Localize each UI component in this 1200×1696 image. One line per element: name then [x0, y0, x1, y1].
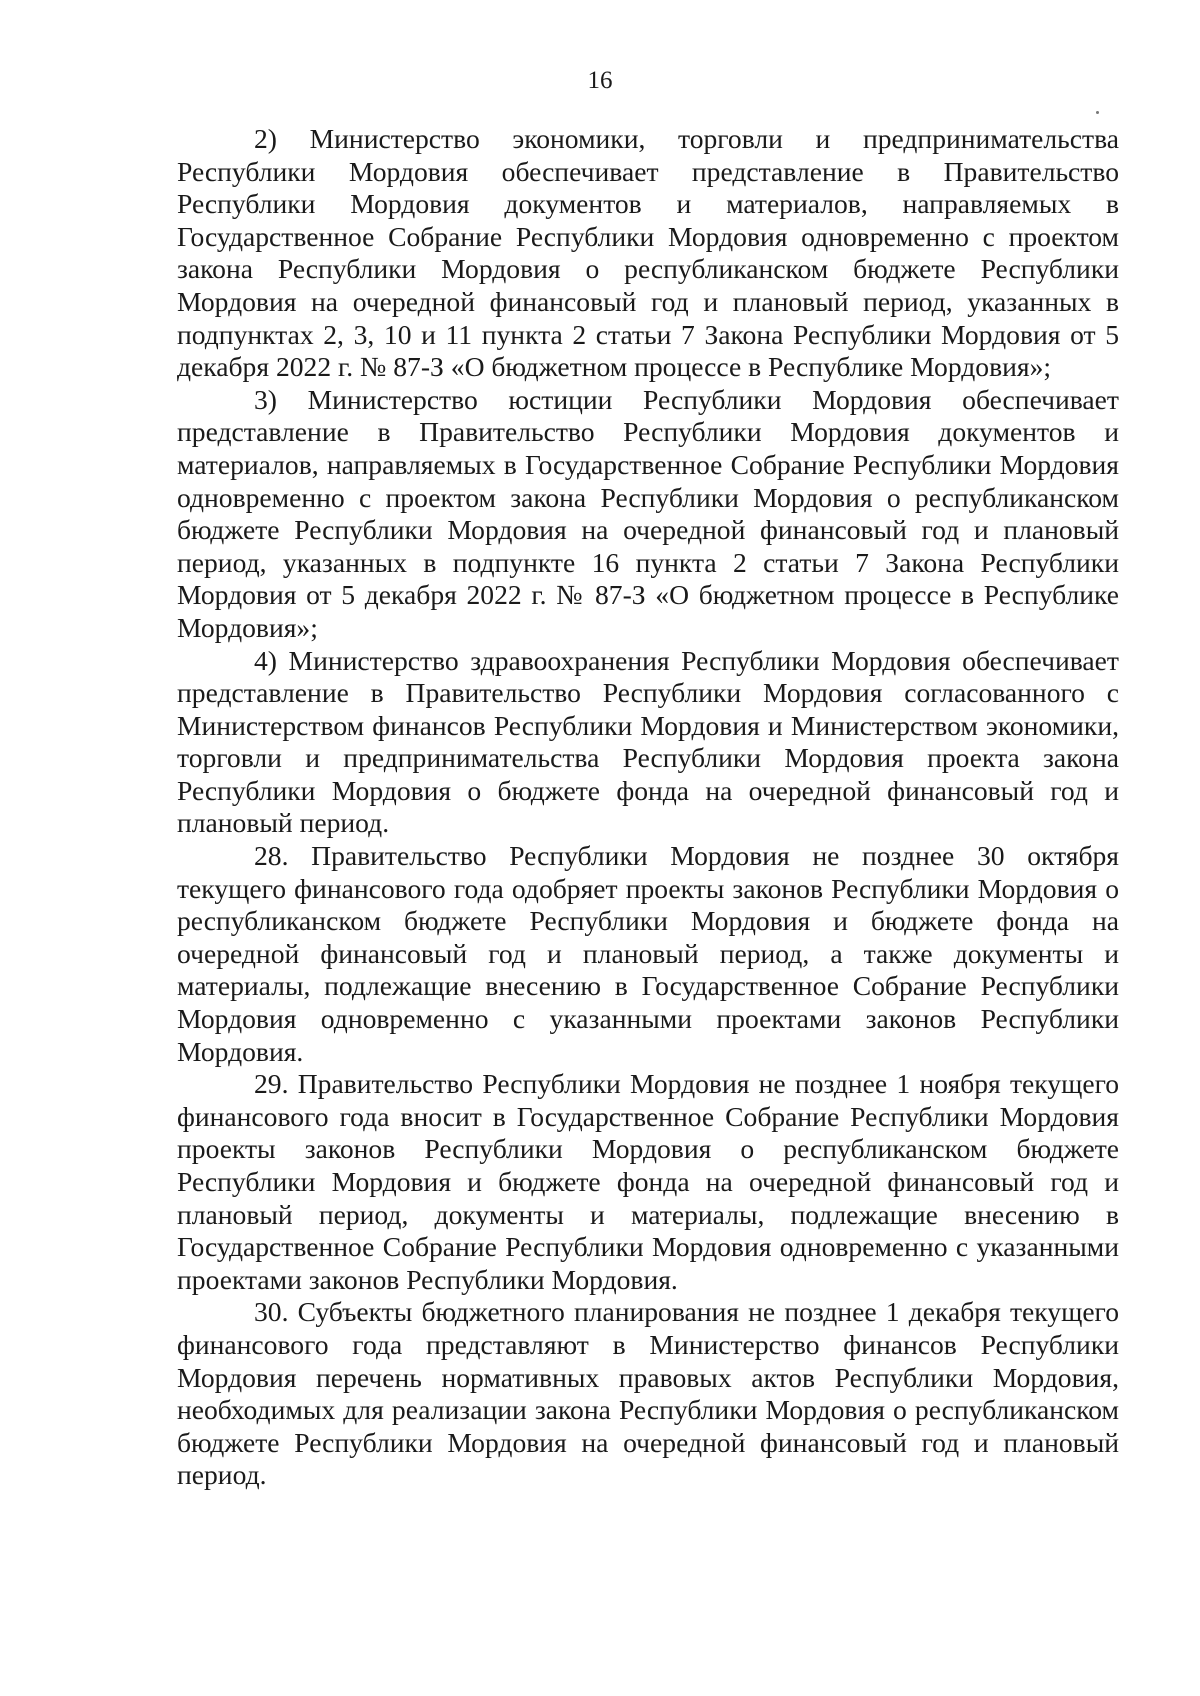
paragraph-subitem-2: 2) Министерство экономики, торговли и предпринимательства Республики Мордовия обеспечивает представление в Правительство Республики Мордовия документов и материалов, направляемых в Государственное Собрание Республики Мордовия одновременно с проектом закона Республики Мордовия о республиканском бюджете Республики Мордовия на очередной финансовый год и плановый период, указанных в подпунктах 2, 3, 10 и 11 пункта 2 статьи 7 Закона Республики Мордовия от 5 декабря 2022 г. № 87-З «О бюджетном процессе в Республике Мордовия»; [177, 123, 1119, 383]
paragraph-item-28: 28. Правительство Республики Мордовия не позднее 30 октября текущего финансового года одобряет проекты законов Республики Мордовия о республиканском бюджете Республики Мордовия и бюджете фонда на очередной финансовый год и плановый период, а также документы и материалы, подлежащие внесению в Государственное Собрание Республики Мордовия одновременно с указанными проектами законов Республики Мордовия. [177, 840, 1119, 1067]
paragraph-item-30: 30. Субъекты бюджетного планирования не позднее 1 декабря текущего финансового года представляют в Министерство финансов Республики Мордовия перечень нормативных правовых актов Республики Мордовия, необходимых для реализации закона Республики Мордовия о республиканском бюджете Республики Мордовия на очередной финансовый год и плановый период. [177, 1296, 1119, 1491]
page-number: 16 [587, 67, 613, 94]
paragraph-item-29: 29. Правительство Республики Мордовия не позднее 1 ноября текущего финансового года вносит в Государственное Собрание Республики Мордовия проекты законов Республики Мордовия о республиканском бюджете Республики Мордовия и бюджете фонда на очередной финансовый год и плановый период, документы и материалы, подлежащие внесению в Государственное Собрание Республики Мордовия одновременно с указанными проектами законов Республики Мордовия. [177, 1068, 1119, 1295]
scan-speck [1096, 111, 1099, 114]
document-body [177, 123, 1119, 1492]
paragraph-subitem-3: 3) Министерство юстиции Республики Мордовия обеспечивает представление в Правительство Республики Мордовия документов и материалов, направляемых в Государственное Собрание Республики Мордовия одновременно с проектом закона Республики Мордовия о республиканском бюджете Республики Мордовия на очередной финансовый год и плановый период, указанных в подпункте 16 пункта 2 статьи 7 Закона Республики Мордовия от 5 декабря 2022 г. № 87-З «О бюджетном процессе в Республике Мордовия»; [177, 383, 1119, 643]
paragraph-subitem-4: 4) Министерство здравоохранения Республики Мордовия обеспечивает представление в Правительство Республики Мордовия согласованного с Министерством финансов Республики Мордовия и Министерством экономики, торговли и предпринимательства Республики Мордовия проекта закона Республики Мордовия о бюджете фонда на очередной финансовый год и плановый период. [177, 644, 1119, 839]
